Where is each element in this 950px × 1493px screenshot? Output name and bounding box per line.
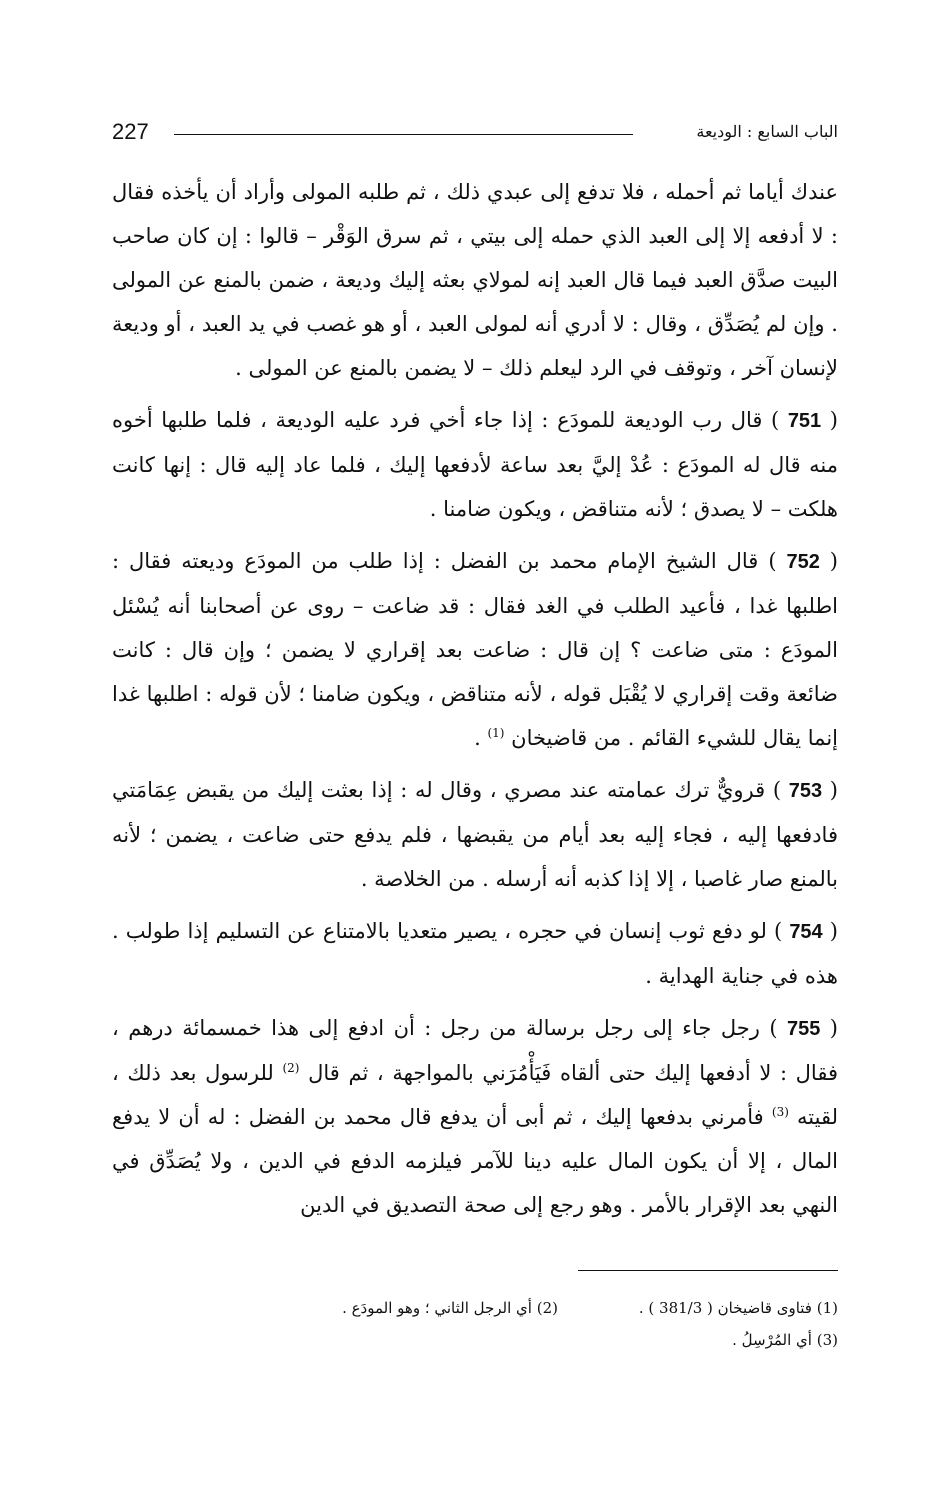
paragraph-text: لو دفع ثوب إنسان في حجره ، يصير متعديا بالامتناع عن التسليم إذا طولب . هذه في جناية الهداية .	[112, 919, 838, 988]
paragraph-text: فأمرني بدفعها إليك ، ثم أبى أن يدفع قال محمد بن الفضل : له أن لا يدفع المال ، إلا أن يكون المال عليه دينا للآمر فيلزمه الدفع في الدين ، ولا يُصَدِّق في النهي بعد الإقرار بالأمر . وهو رجع إلى صحة التصديق في الدين	[112, 1105, 838, 1217]
header-rule	[174, 134, 633, 135]
footnotes	[112, 1292, 838, 1356]
paragraph-753	[112, 768, 838, 901]
paragraph-text: قرويٌّ ترك عمامته عند مصري ، وقال له : إذا بعثت إليك من يقبض عِمَامَتي فادفعها إليه ، فجاء إليه بعد أيام من يقبضها ، فلم يدفع حتى ضاعت ، يضمن ؛ لأنه بالمنع صار غاصبا ، إلا إذا كذبه أنه أرسله . من الخلاصة .	[112, 778, 838, 891]
entry-number: 754	[789, 921, 823, 943]
paragraph-number: ( 751 )	[771, 408, 838, 432]
paragraph-text: للرسول بعد ذلك ، لقيته	[112, 1061, 838, 1129]
paragraph-continued	[112, 170, 838, 390]
entry-number: 751	[787, 410, 822, 432]
paragraph-number: ( 752 )	[768, 549, 838, 573]
paragraph-text: رجل جاء إلى رجل برسالة من رجل : أن ادفع إلى هذا خمسمائة درهم ، فقال : لا أدفعها إليك حتى ألقاه فَيَأْمُرَني بالمواجهة ، ثم قال	[112, 1016, 838, 1085]
footnote-ref-3: (3)	[771, 1105, 789, 1119]
paragraph-751	[112, 398, 838, 531]
paragraph-text: قال رب الوديعة للمودَع : إذا جاء أخي فرد عليه الوديعة ، فلما طلبها أخوه منه قال له المودَع : عُدْ إليَّ بعد ساعة لأدفعها إليك ، فلما عاد إليه قال : إنها كانت هلكت – لا يصدق ؛ لأنه متناقض ، ويكون ضامنا .	[112, 408, 838, 521]
paragraph-number: ( 755 )	[769, 1016, 838, 1040]
paragraph-754	[112, 909, 838, 998]
paragraph-number: ( 753 )	[772, 778, 838, 802]
footnote-ref-2: (2)	[282, 1061, 300, 1075]
paragraph-text: عندك أياما ثم أحمله ، فلا تدفع إلى عبدي ذلك ، ثم طلبه المولى وأراد أن يأخذه فقال : لا أدفعه إلا إلى العبد الذي حمله إلى بيتي ، ثم سرق الوَقْر – قالوا : إن كان صاحب البيت صدَّق العبد فيما قال العبد إنه لمولاي بعثه إليك وديعة ، ضمن بالمنع عن المولى . وإن لم يُصَدِّق ، وقال : لا أدري أنه لمولى العبد ، أو هو غصب في يد العبد ، أو وديعة لإنسان آخر ، وتوقف في الرد ليعلم ذلك – لا يضمن بالمنع عن المولى .	[112, 180, 838, 380]
footnote-3: (3) أي المُرْسِلُ .	[732, 1331, 838, 1349]
page-header	[112, 118, 838, 152]
footnote-2: (2) أي الرجل الثاني ؛ وهو المودَع .	[342, 1299, 558, 1317]
running-head: الباب السابع : الوديعة	[696, 122, 838, 141]
paragraph-number: ( 754 )	[774, 919, 838, 943]
main-text	[112, 170, 838, 1235]
paragraph-755	[112, 1006, 838, 1227]
footnote-row	[112, 1324, 838, 1356]
paragraph-text: قال الشيخ الإمام محمد بن الفضل : إذا طلب من المودَع وديعته فقال : اطلبها غدا ، فأعيد الطلب في الغد فقال : قد ضاعت – روى عن أصحابنا أنه يُسْئل المودَع : متى ضاعت ؟ إن قال : ضاعت بعد إقراري لا يضمن ؛ وإن قال : كانت ضائعة وقت إقراري لا يُقْبَل قوله ، لأنه متناقض ، ويكون ضامنا ؛ لأن قوله : اطلبها غدا إنما يقال للشيء القائم . من قاضيخان	[112, 549, 838, 750]
footnote-1: (1) فتاوى قاضيخان ( 381/3 ) .	[638, 1299, 838, 1317]
page-number: 227	[112, 119, 149, 144]
entry-number: 752	[786, 551, 820, 573]
footnote-row	[112, 1292, 838, 1324]
entry-number: 753	[788, 780, 823, 802]
footnote-ref-1: (1)	[487, 726, 505, 740]
footnote-rule	[578, 1270, 838, 1271]
entry-number: 755	[786, 1018, 821, 1040]
paragraph-752	[112, 539, 838, 760]
paragraph-end: .	[474, 726, 488, 750]
